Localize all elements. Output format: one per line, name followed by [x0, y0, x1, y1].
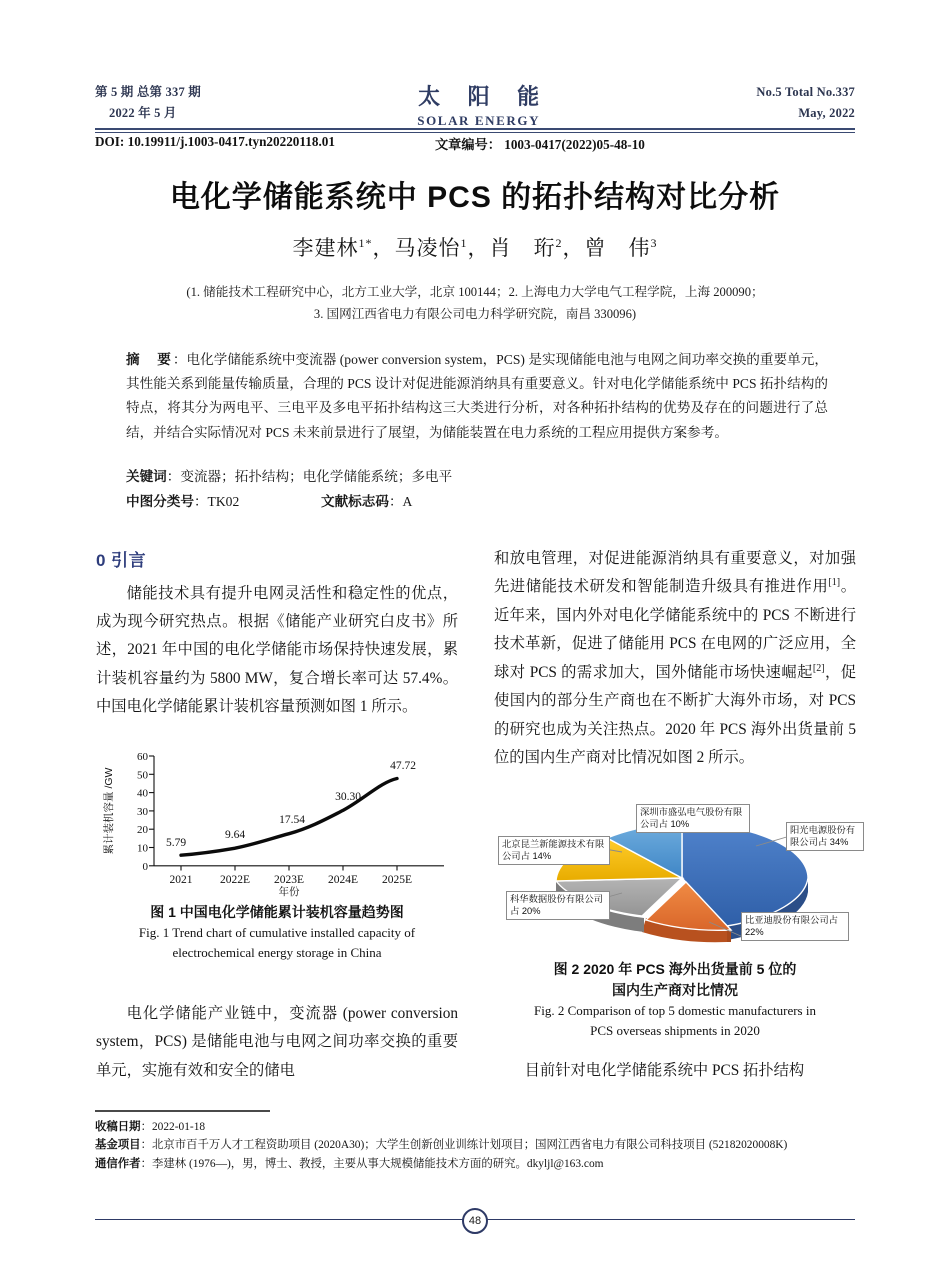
- journal-masthead: [407, 80, 550, 129]
- journal-name-en: SOLAR ENERGY: [417, 113, 541, 128]
- pie-chart-area: [494, 800, 856, 955]
- page-title: 电化学储能系统中 PCS 的拓扑结构对比分析: [169, 181, 781, 214]
- footnote-received-value: ：2022-01-18: [140, 1121, 206, 1133]
- figure-2-caption-en-2: PCS overseas shipments in 2020: [590, 1022, 760, 1038]
- issue-date-en: May, 2022: [798, 105, 855, 120]
- footnote-fund-value: ：北京市百千万人才工程资助项目 (2020A30)；大学生创新创业训练计划项目；国网江西省电力有限公司科技项目 (52182020008K): [140, 1139, 788, 1152]
- figure-2: [494, 800, 856, 1040]
- classification-row: [126, 489, 828, 514]
- section-heading-introduction: 0 引言: [96, 551, 147, 570]
- column-right-continued: [494, 1057, 856, 1085]
- journal-issue-left: [95, 82, 201, 123]
- column-left: [96, 545, 458, 722]
- svg-text:2022E: 2022E: [219, 874, 251, 886]
- doi-text: DOI: 10.19911/j.1003-0417.tyn20220118.01: [95, 134, 335, 149]
- article-number: 文章编号： 1003-0417(2022)05-48-10: [435, 137, 645, 152]
- svg-text:2023E: 2023E: [273, 874, 305, 886]
- footnote-fund: [95, 1136, 865, 1154]
- figure-1-caption-cn: 图 1 中国电化学储能累计装机容量趋势图: [150, 904, 404, 920]
- keywords-label: 关键词: [126, 469, 167, 484]
- doccode-label: 文献标志码: [321, 494, 389, 510]
- affiliation-line-1: (1. 储能技术工程研究中心，北方工业大学，北京 100144；2. 上海电力大学电气工程学院，上海 200090；: [186, 285, 764, 299]
- svg-text:17.54: 17.54: [279, 814, 305, 826]
- author-3: 肖 珩$^2$: [489, 236, 563, 260]
- paragraph-right-2: 目前针对电化学储能系统中 PCS 拓扑结构: [524, 1062, 805, 1079]
- author-1: 李建林$^{1*}$: [292, 236, 373, 260]
- journal-name-cn: 太 阳 能: [418, 84, 551, 109]
- svg-text:60: 60: [137, 751, 148, 763]
- paragraph-left-2: 电化学储能产业链中，变流器 (power conversion system，PCS) 是储能电池与电网之间功率交换的重要单元，实施有效和安全的储电: [96, 1005, 458, 1079]
- svg-text:30: 30: [137, 805, 148, 818]
- keywords-block: [126, 464, 828, 514]
- footnote-author: [95, 1155, 865, 1173]
- footnote-author-label: 通信作者: [95, 1157, 141, 1170]
- paragraph-right-1: 和放电管理，对促进能源消纳具有重要意义，对加强先进储能技术研发和智能制造升级具有推进作用[1]。近年来，国内外对电化学储能系统中的 PCS 不断进行技术革新，促进了储能用 PCS 在电网的广泛应用，全球对 PCS 的需求加大，国外储能市场快速崛起[2]，促使国内的部分生产商也在不断扩大海外市场，对 PCS 的研究也成为关注热点。2020 年 PCS 海外出货量前 5 位的国内生产商对比情况如图 2 所示。: [494, 550, 856, 767]
- author-list: 李建林$^{1*}$，马凌怡$^1$，肖 珩$^2$，曾 伟$^3$: [292, 236, 658, 260]
- author-2: 马凌怡$^1$: [394, 236, 468, 260]
- figure-1-caption: [96, 902, 458, 962]
- footnote-received-label: 收稿日期: [95, 1121, 141, 1133]
- svg-text:47.72: 47.72: [390, 760, 416, 772]
- svg-text:40: 40: [137, 787, 148, 800]
- svg-text:累计装机容量 /GW: 累计装机容量 /GW: [103, 767, 115, 855]
- svg-text:5.79: 5.79: [165, 837, 187, 849]
- figure-1-caption-en-1: Fig. 1 Trend chart of cumulative installed capacity of: [138, 925, 416, 940]
- svg-text:2024E: 2024E: [327, 874, 359, 886]
- figure-2-caption-cn-2: 国内生产商对比情况: [612, 982, 738, 998]
- citation-ref-1: [1]: [828, 577, 841, 589]
- column-left-continued: [96, 1000, 458, 1085]
- svg-text:2025E: 2025E: [381, 874, 413, 886]
- keywords-value: ：变流器；拓扑结构；电化学储能系统；多电平: [166, 469, 453, 484]
- paragraph-left-1: 储能技术具有提升电网灵活性和稳定性的优点，成为现今研究热点。根据《储能产业研究白皮书》所述，2021 年中国的电化学储能市场保持快速发展，累计装机容量约为 5800 MW，复合增长率可达 57.4%。中国电化学储能累计装机容量预测如图 1 所示。: [96, 584, 458, 716]
- svg-text:10: 10: [137, 842, 148, 855]
- abstract-label: 摘 要: [126, 352, 173, 367]
- svg-text:2021: 2021: [169, 874, 193, 886]
- journal-header: [95, 82, 855, 129]
- figure-2-caption-cn-1: 图 2 2020 年 PCS 海外出货量前 5 位的: [553, 961, 797, 977]
- svg-text:30.30: 30.30: [335, 791, 361, 803]
- pie-label-beijing-kunlan: 北京昆兰新能源技术有限公司占 14%: [498, 836, 610, 865]
- line-chart-svg: [96, 748, 458, 898]
- svg-text:9.64: 9.64: [224, 829, 246, 841]
- author-4: 曾 伟$^3$: [584, 236, 658, 260]
- page-number: 48: [462, 1208, 488, 1234]
- clc-label: 中图分类号: [126, 494, 194, 510]
- doi-row: [95, 134, 855, 153]
- abstract-block: [126, 348, 828, 445]
- pie-label-byd: 比亚迪股份有限公司占 22%: [741, 912, 849, 941]
- footnote-fund-label: 基金项目: [95, 1139, 141, 1152]
- issue-date-cn: 2022 年 5 月: [109, 105, 177, 120]
- pie-label-kehua: 科华数据股份有限公司占 20%: [506, 891, 610, 920]
- svg-text:年份: 年份: [278, 886, 300, 898]
- citation-ref-2: [2]: [812, 662, 825, 674]
- footnote-divider: [95, 1110, 270, 1112]
- doccode-value: ：A: [388, 494, 413, 510]
- clc-value: ：TK02: [193, 494, 240, 510]
- doccode-group: [321, 489, 412, 514]
- clc-group: [126, 489, 321, 514]
- footnote-received: [95, 1118, 865, 1136]
- affiliation-line-2: 3. 国网江西省电力有限公司电力科学研究院，南昌 330096): [313, 306, 637, 321]
- issue-number: 第 5 期 总第 337 期: [95, 85, 201, 99]
- pie-label-shenzhen-shenghong: 深圳市盛弘电气股份有限公司占 10%: [636, 804, 750, 833]
- keywords-row: [126, 464, 828, 489]
- pie-label-sungrow: 阳光电源股份有限公司占 34%: [786, 822, 864, 851]
- footnote-block: [95, 1118, 865, 1173]
- affiliations: [130, 282, 820, 325]
- footnote-author-value: ：李建林 (1976—)，男，博士、教授，主要从事大规模储能技术方面的研究。dkyljl@163.com: [140, 1157, 604, 1170]
- figure-1: [96, 748, 458, 962]
- svg-text:50: 50: [137, 769, 148, 782]
- svg-text:0: 0: [142, 860, 148, 873]
- issue-number-en: No.5 Total No.337: [756, 85, 855, 99]
- header-divider: [95, 128, 855, 133]
- figure-2-caption: [494, 959, 856, 1040]
- page-footer: [95, 1208, 855, 1232]
- journal-issue-right: [756, 82, 855, 123]
- column-right: [494, 545, 856, 773]
- figure-1-caption-en-2: electrochemical energy storage in China: [172, 944, 382, 960]
- abstract-text: ：电化学储能系统中变流器 (power conversion system，PCS) 是实现储能电池与电网之间功率交换的重要单元，其性能关系到能量传输质量，合理的 PCS 设计对促进能源消纳具有重要意义。针对电化学储能系统中 PCS 拓扑结构的特点，将其分为两电平、三电平及多电平拓扑结构这三大类进行分析，对各种拓扑结构的优势及存在的问题进行了总结，并结合实际情况对 PCS 未来前景进行了展望，为储能装置在电力系统的工程应用提供方案参考。: [126, 352, 828, 440]
- figure-2-caption-en-1: Fig. 2 Comparison of top 5 domestic manufacturers in: [534, 1003, 816, 1018]
- svg-text:20: 20: [137, 824, 148, 837]
